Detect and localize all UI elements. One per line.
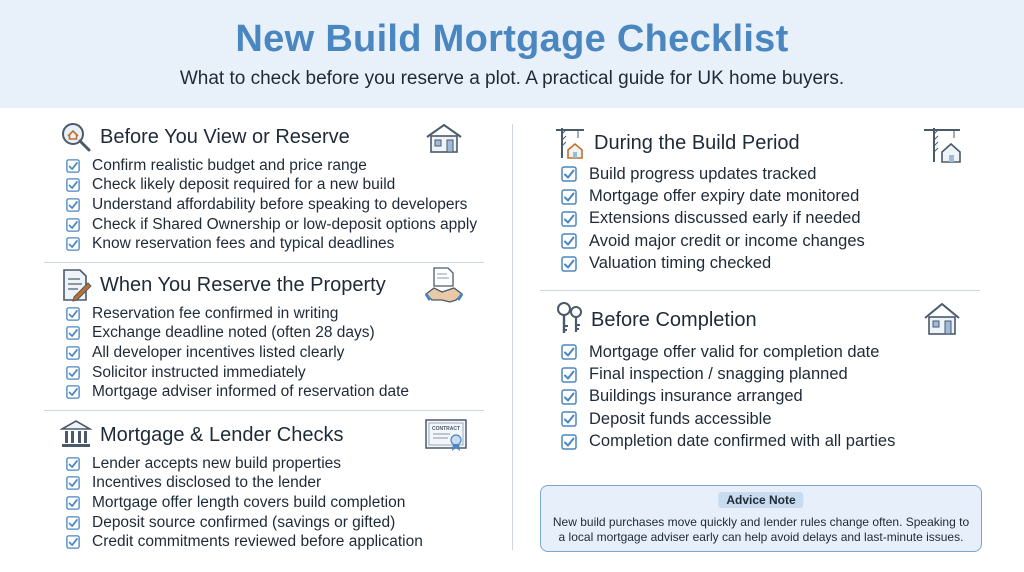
section-title: Mortgage & Lender Checks <box>100 424 344 446</box>
column-divider <box>512 124 513 550</box>
checkbox-checked-icon <box>561 233 577 249</box>
crane-house-icon <box>920 124 964 169</box>
checkbox-checked-icon <box>66 326 80 340</box>
list-item: Credit commitments reviewed before application <box>66 532 423 552</box>
checkbox-checked-icon <box>561 434 577 450</box>
list-item: Mortgage offer length covers build completion <box>66 493 423 513</box>
list-item: Reservation fee confirmed in writing <box>66 304 409 324</box>
list-item: Deposit funds accessible <box>561 408 895 430</box>
page-title: New Build Mortgage Checklist <box>235 18 789 60</box>
section-title: Before You View or Reserve <box>100 126 350 148</box>
checkbox-checked-icon <box>66 496 80 510</box>
list-item: Mortgage adviser informed of reservation date <box>66 382 409 402</box>
crane-house-icon <box>554 124 588 165</box>
list-item: Mortgage offer expiry date monitored <box>561 185 865 207</box>
checklist <box>66 156 477 254</box>
list-item: Solicitor instructed immediately <box>66 363 409 383</box>
checkbox-checked-icon <box>66 535 80 549</box>
document-pen-icon <box>60 268 92 307</box>
list-item: Valuation timing checked <box>561 253 865 275</box>
list-item: Understand affordability before speaking to developers <box>66 195 477 215</box>
checkbox-checked-icon <box>66 198 80 212</box>
house-icon <box>424 122 464 159</box>
magnifier-house-icon <box>60 121 92 158</box>
checklist <box>561 163 865 275</box>
handshake-icon <box>424 266 464 311</box>
list-item: Mortgage offer valid for completion date <box>561 341 895 363</box>
list-item: Exchange deadline noted (often 28 days) <box>66 324 409 344</box>
list-item: Buildings insurance arranged <box>561 386 895 408</box>
page-subtitle: What to check before you reserve a plot. A practical guide for UK home buyers. <box>179 68 845 89</box>
checklist <box>66 454 423 552</box>
list-item: Avoid major credit or income changes <box>561 230 865 252</box>
checkbox-checked-icon <box>561 256 577 272</box>
section-title: During the Build Period <box>594 132 800 154</box>
checkbox-checked-icon <box>561 166 577 182</box>
list-item: Build progress updates tracked <box>561 163 865 185</box>
checkbox-checked-icon <box>66 516 80 530</box>
checklist <box>561 341 895 453</box>
advice-note-label: Advice Note <box>718 492 803 508</box>
list-item: Extensions discussed early if needed <box>561 208 865 230</box>
list-item: Lender accepts new build properties <box>66 454 423 474</box>
advice-note-box <box>540 485 982 552</box>
checkbox-checked-icon <box>66 476 80 490</box>
bank-icon <box>60 419 92 454</box>
list-item: Know reservation fees and typical deadlines <box>66 234 477 254</box>
keys-icon <box>554 300 586 341</box>
checkbox-checked-icon <box>561 211 577 227</box>
list-item: Confirm realistic budget and price range <box>66 156 477 176</box>
contract-certificate-icon <box>424 418 468 459</box>
list-item: Incentives disclosed to the lender <box>66 474 423 494</box>
section-divider <box>44 410 484 411</box>
checkbox-checked-icon <box>66 178 80 192</box>
header-banner <box>0 0 1024 108</box>
checkbox-checked-icon <box>66 237 80 251</box>
list-item: All developer incentives listed clearly <box>66 343 409 363</box>
list-item: Deposit source confirmed (savings or gifted) <box>66 513 423 533</box>
checkbox-checked-icon <box>561 411 577 427</box>
list-item: Completion date confirmed with all parties <box>561 431 895 453</box>
section-title: When You Reserve the Property <box>100 274 386 296</box>
section-divider <box>44 262 484 263</box>
advice-note-text: New build purchases move quickly and lender rules change often. Speaking to a local mortgage adviser early can help avoid delays and last-minute issues. <box>552 515 970 544</box>
checkbox-checked-icon <box>561 367 577 383</box>
house-icon <box>922 301 962 342</box>
checkbox-checked-icon <box>561 344 577 360</box>
contract-label: CONTRACT <box>431 426 461 432</box>
section-divider <box>540 290 980 291</box>
checkbox-checked-icon <box>561 189 577 205</box>
list-item: Final inspection / snagging planned <box>561 363 895 385</box>
checklist <box>66 304 409 402</box>
checkbox-checked-icon <box>66 385 80 399</box>
list-item: Check if Shared Ownership or low-deposit options apply <box>66 215 477 235</box>
checkbox-checked-icon <box>66 457 80 471</box>
list-item: Check likely deposit required for a new build <box>66 176 477 196</box>
checkbox-checked-icon <box>66 307 80 321</box>
checkbox-checked-icon <box>66 159 80 173</box>
checkbox-checked-icon <box>66 366 80 380</box>
section-title: Before Completion <box>591 309 757 331</box>
checkbox-checked-icon <box>66 346 80 360</box>
checkbox-checked-icon <box>561 389 577 405</box>
checkbox-checked-icon <box>66 218 80 232</box>
